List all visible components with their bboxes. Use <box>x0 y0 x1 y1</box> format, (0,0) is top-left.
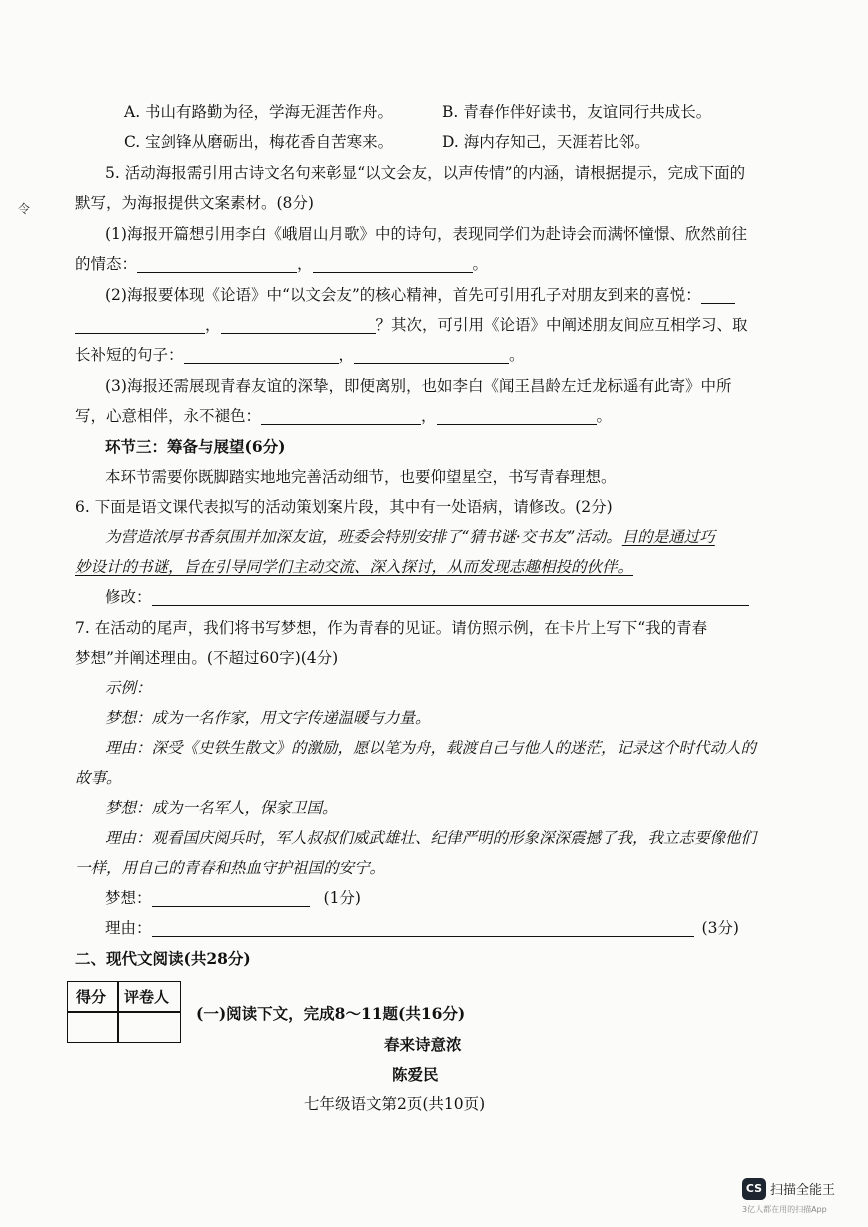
q7-reason1-a: 理由：深受《史铁生散文》的激励，愿以笔为舟，载渡自己与他人的迷茫，记录这个时代动人的 <box>105 739 757 757</box>
q5-part2-mid: ？其次，可引用《论语》中阐述朋友间应互相学习、取 <box>375 316 748 334</box>
answer-blank[interactable] <box>184 346 339 364</box>
q6-text-line2 <box>75 556 633 578</box>
page-footer: 七年级语文第2页(共10页) <box>304 1095 486 1113</box>
option-b: B. 青春作伴好读书，友谊同行共成长。 <box>442 103 712 121</box>
margin-mark: 令 <box>18 202 31 216</box>
answer-blank[interactable] <box>75 316 205 334</box>
q6-fix <box>105 586 749 608</box>
q7-line1: 7. 在活动的尾声，我们将书写梦想，作为青春的见证。请仿照示例，在卡片上写下“我的青春 <box>75 619 708 637</box>
grader-header: 评卷人 <box>124 988 170 1006</box>
q7-dream1: 梦想：成为一名作家，用文字传递温暖与力量。 <box>105 709 431 727</box>
answer-blank[interactable] <box>701 286 735 304</box>
option-c: C. 宝剑锋从磨砺出，梅花香自苦寒来。 <box>124 133 394 151</box>
q5-part2-line2 <box>75 314 748 336</box>
q5-line1: 5. 活动海报需引用古诗文名句来彰显“以文会友，以声传情”的内涵，请根据提示，完成下面的 <box>105 164 746 182</box>
q7-reason1-b: 故事。 <box>75 769 122 787</box>
period: 。 <box>509 346 525 364</box>
q6-underlined-2: 妙设计的书谜，旨在引导同学们主动交流、深入探讨，从而发现志趣相投的伙伴。 <box>75 558 634 576</box>
option-a: A. 书山有路勤为径，学海无涯苦作舟。 <box>124 103 394 121</box>
q5-line2: 默写，为海报提供文案素材。(8分) <box>75 194 314 212</box>
article-author: 陈爱民 <box>392 1065 439 1084</box>
q7-reason-label: 理由： <box>105 919 152 937</box>
q7-dream-label: 梦想： <box>105 889 152 907</box>
q6-underlined-1: 目的是通过巧 <box>621 528 715 546</box>
q7-dream2: 梦想：成为一名军人，保家卫国。 <box>105 799 338 817</box>
comma: ， <box>297 255 313 273</box>
q6-text-line1 <box>105 526 715 548</box>
answer-blank[interactable] <box>313 255 473 273</box>
q7-example-label: 示例： <box>105 679 152 697</box>
q6-fix-label: 修改： <box>105 588 152 606</box>
camscanner-logo-icon: CS <box>742 1178 766 1200</box>
q5-part3-line2 <box>75 405 612 427</box>
answer-blank[interactable] <box>437 407 597 425</box>
q6-prompt: 6. 下面是语文课代表拟写的活动策划案片段，其中有一处语病，请修改。(2分) <box>75 498 613 516</box>
option-d: D. 海内存知己，天涯若比邻。 <box>442 133 650 151</box>
comma: ， <box>421 407 437 425</box>
q5-part2-prefix: 长补短的句子： <box>75 346 184 364</box>
dream-answer-blank[interactable] <box>152 889 310 907</box>
q7-line2: 梦想”并阐述理由。(不超过60字)(4分) <box>75 649 339 667</box>
fix-answer-blank[interactable] <box>152 588 749 606</box>
section3-title: 环节三：筹备与展望(6分) <box>105 437 286 456</box>
q5-part3-prefix: 写，心意相伴，永不褪色： <box>75 407 262 425</box>
answer-blank[interactable] <box>354 346 509 364</box>
q7-reason-score: (3分) <box>701 919 739 937</box>
q5-part2-text: (2)海报要体现《论语》中“以文会友”的核心精神，首先可引用孔子对朋友到来的喜悦： <box>105 286 701 304</box>
comma: ， <box>338 346 355 364</box>
q7-reason-answer <box>105 917 739 939</box>
q6-text1: 为营造浓厚书香氛围并加深友谊，班委会特别安排了“猜书谜·交书友”活动。 <box>105 528 622 546</box>
q5-part3-line1: (3)海报还需展现青春友谊的深挚，即便离别，也如李白《闻王昌龄左迁龙标遥有此寄》中所 <box>105 377 732 395</box>
part2-subtitle: (一)阅读下文，完成8～11题(共16分) <box>196 1004 466 1023</box>
q5-part1-line1: (1)海报开篇想引用李白《峨眉山月歌》中的诗句，表现同学们为赴诗会而满怀憧憬、欣然前往 <box>105 225 747 243</box>
comma: ， <box>205 316 221 334</box>
score-table <box>67 981 181 1043</box>
q7-reason2-b: 一样，用自己的青春和热血守护祖国的安宁。 <box>75 859 386 877</box>
q7-dream-score: (1分) <box>323 889 361 907</box>
q5-part2-line1 <box>105 284 735 306</box>
q7-reason2-a: 理由：观看国庆阅兵时，军人叔叔们威武雄壮、纪律严明的形象深深震撼了我，我立志要像他们 <box>105 829 757 847</box>
watermark-subtitle: 3亿人都在用的扫描App <box>742 1205 827 1214</box>
article-title: 春来诗意浓 <box>384 1035 462 1054</box>
part2-title: 二、现代文阅读(共28分) <box>75 949 251 968</box>
q5-part2-line3 <box>75 344 525 366</box>
reason-answer-blank[interactable] <box>152 919 694 937</box>
section3-intro: 本环节需要你既脚踏实地地完善活动细节，也要仰望星空，书写青春理想。 <box>105 468 617 486</box>
q7-dream-answer <box>105 887 361 909</box>
answer-blank[interactable] <box>261 407 421 425</box>
period: 。 <box>472 255 489 273</box>
answer-blank[interactable] <box>221 316 376 334</box>
q5-part1-line2 <box>75 253 488 275</box>
watermark-title: 扫描全能王 <box>770 1183 836 1198</box>
answer-blank[interactable] <box>137 255 297 273</box>
q5-part1-prefix: 的情态： <box>75 255 138 273</box>
score-header: 得分 <box>76 988 107 1006</box>
period: 。 <box>596 407 613 425</box>
